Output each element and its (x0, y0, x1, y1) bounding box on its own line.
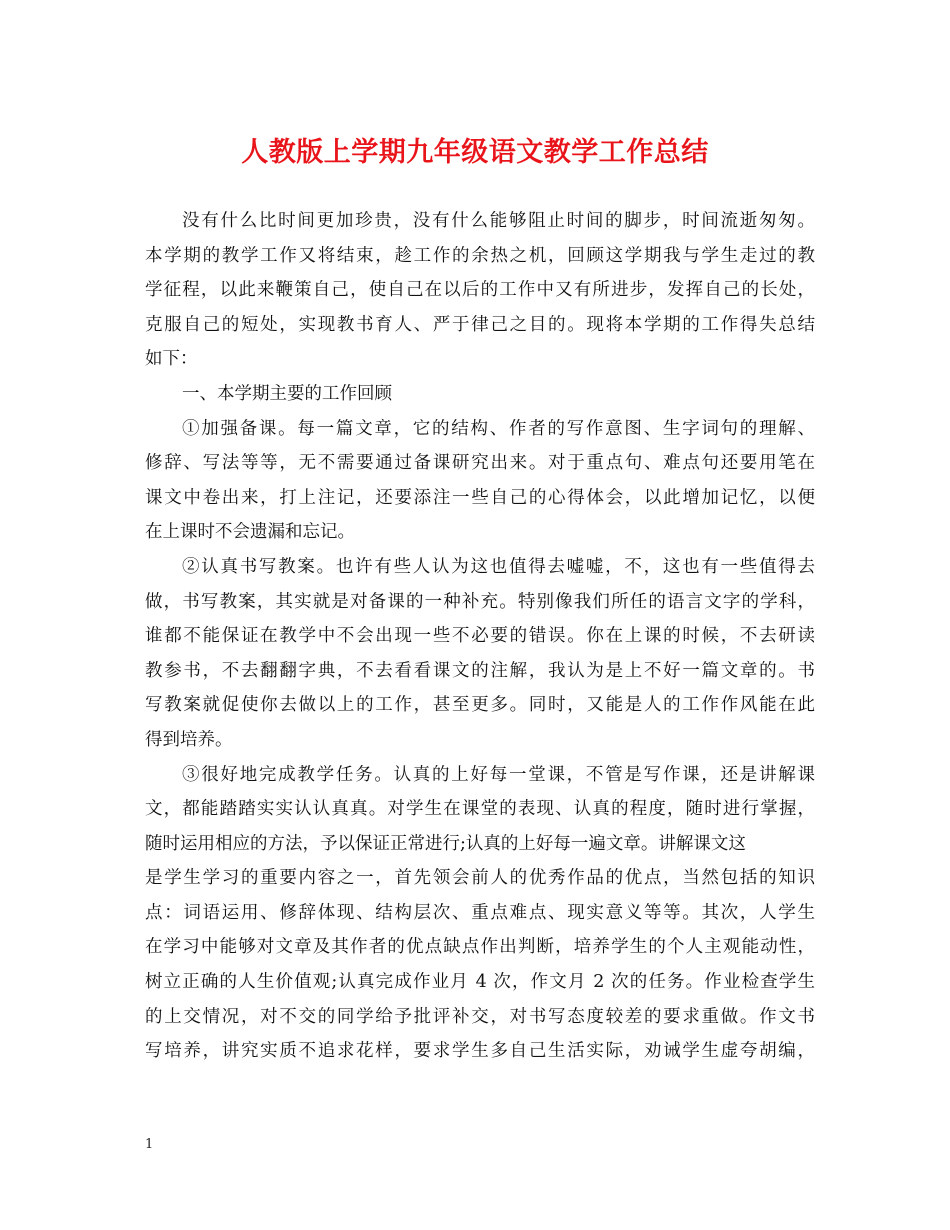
text-line: ②认真书写教案。也许有些人认为这也值得去嘘嘘，不，这也有一些值得去 (182, 556, 815, 577)
text-line: 得到培养。 (145, 729, 233, 750)
text-line: 在学习中能够对文章及其作者的优点缺点作出判断，培养学生的个人主观能动性， (145, 937, 815, 958)
text-line: 本学期的教学工作又将结束，趁工作的余热之机，回顾这学期我与学生走过的教 (145, 245, 815, 266)
text-line: 树立正确的人生价值观;认真完成作业月 4 次，作文月 2 次的任务。作业检查学生 (145, 972, 815, 993)
text-line: 教参书，不去翻翻字典，不去看看课文的注解，我认为是上不好一篇文章的。书 (145, 660, 815, 681)
text-line: 课文中卷出来，打上注记，还要添注一些自己的心得体会，以此增加记忆，以便 (145, 487, 815, 508)
text-line: 写培养，讲究实质不追求花样，要求学生多自己生活实际，劝诫学生虚夸胡编， (145, 1041, 815, 1062)
page-number: 1 (145, 1137, 154, 1152)
text-line: 在上课时不会遗漏和忘记。 (145, 522, 355, 543)
text-line: 一、本学期主要的工作回顾 (182, 383, 392, 404)
text-line: 谁都不能保证在教学中不会出现一些不必要的错误。你在上课的时候，不去研读 (145, 626, 815, 647)
text-line: 如下： (145, 349, 198, 370)
text-line: 克服自己的短处，实现教书育人、严于律己之目的。现将本学期的工作得失总结 (145, 314, 815, 335)
text-line: 的上交情况，对不交的同学给予批评补交，对书写态度较差的要求重做。作文书 (145, 1006, 815, 1027)
text-line: 文，都能踏踏实实认认真真。对学生在课堂的表现、认真的程度，随时进行掌握， (145, 799, 815, 820)
text-line: 学征程，以此来鞭策自己，使自己在以后的工作中又有所进步，发挥自己的长处， (145, 280, 815, 301)
document-body (145, 204, 815, 1069)
text-line: 点：词语运用、修辞体现、结构层次、重点难点、现实意义等等。其次，人学生 (145, 902, 815, 923)
text-line: 是学生学习的重要内容之一，首先领会前人的优秀作品的优点，当然包括的知识 (145, 868, 815, 889)
text-line: 做，书写教案，其实就是对备课的一种补充。特别像我们所任的语言文字的学科， (145, 591, 815, 612)
text-line: ①加强备课。每一篇文章，它的结构、作者的写作意图、生字词句的理解、 (182, 418, 815, 439)
text-line: ③很好地完成教学任务。认真的上好每一堂课，不管是写作课，还是讲解课 (182, 764, 815, 785)
text-line: 写教案就促使你去做以上的工作，甚至更多。同时，又能是人的工作作风能在此 (145, 695, 815, 716)
text-line: 没有什么比时间更加珍贵，没有什么能够阻止时间的脚步，时间流逝匆匆。 (182, 211, 815, 231)
document-title: 人教版上学期九年级语文教学工作总结 (241, 137, 709, 168)
text-line: 随时运用相应的方法，予以保证正常进行;认真的上好每一遍文章。讲解课文这 (145, 833, 746, 854)
text-line: 修辞、写法等等，无不需要通过备课研究出来。对于重点句、难点句还要用笔在 (145, 453, 815, 474)
